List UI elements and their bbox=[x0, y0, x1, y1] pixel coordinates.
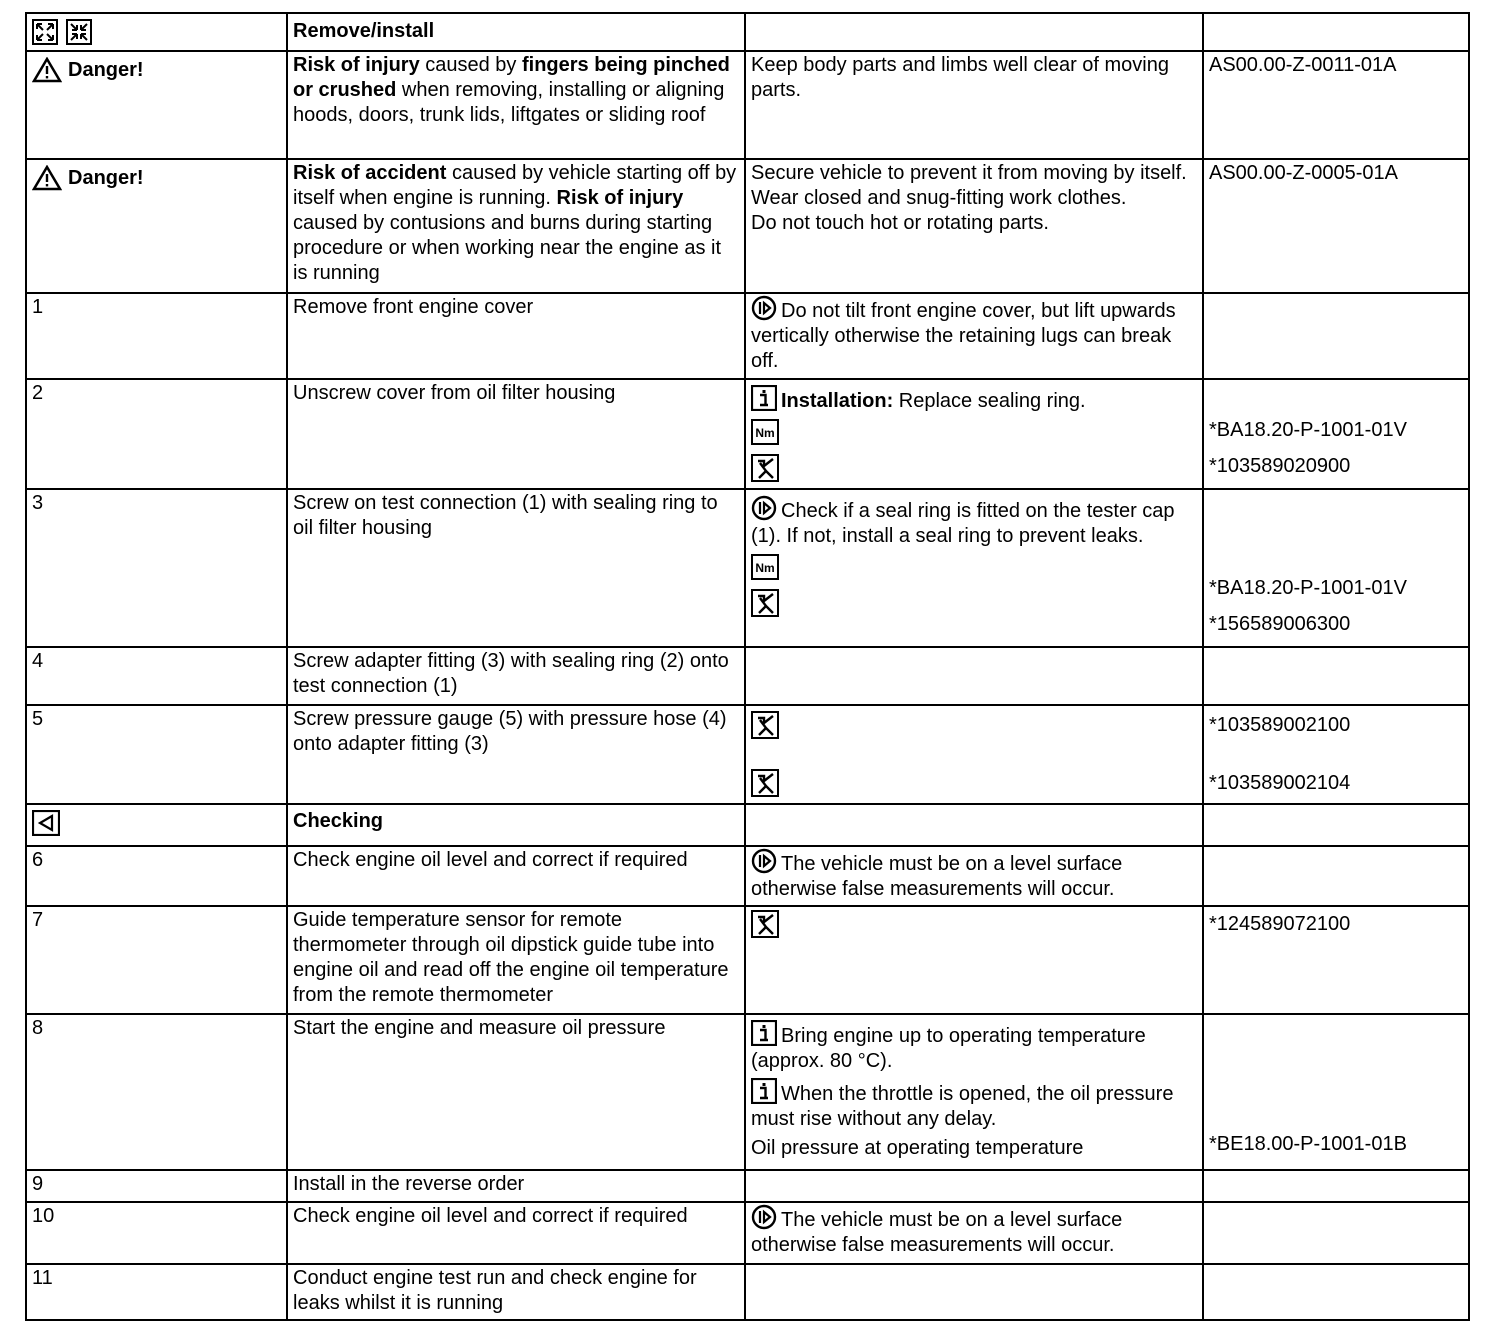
step-text-cell bbox=[287, 293, 745, 379]
risk-text: caused by vehicle starting off by itself when engine is running. bbox=[293, 162, 737, 209]
danger-measure-cell bbox=[745, 159, 1203, 293]
header-title-cell bbox=[287, 13, 745, 51]
step-note-cell bbox=[745, 293, 1203, 379]
danger-measure-cell bbox=[745, 51, 1203, 159]
step-ref-cell bbox=[1203, 293, 1469, 379]
step-ref-cell bbox=[1203, 1014, 1469, 1170]
step-note: When the throttle is opened, the oil pressure must rise without any delay. bbox=[751, 1083, 1174, 1130]
danger-label-cell bbox=[26, 159, 287, 293]
step-note: The vehicle must be on a level surface otherwise false measurements will occur. bbox=[751, 853, 1123, 900]
step-number: 11 bbox=[32, 1267, 53, 1289]
arrow-circle-icon bbox=[751, 495, 777, 521]
step-note-cell bbox=[745, 846, 1203, 906]
step-text: Check engine oil level and correct if required bbox=[293, 849, 688, 871]
section-title-checking: Checking bbox=[293, 810, 384, 832]
step-number: 5 bbox=[32, 708, 44, 730]
torque-nm-icon bbox=[751, 554, 779, 580]
step-text-cell bbox=[287, 1014, 745, 1170]
step-text-cell bbox=[287, 906, 745, 1014]
info-icon bbox=[751, 385, 777, 411]
step-number-cell bbox=[26, 293, 287, 379]
danger-row bbox=[26, 51, 1469, 159]
step-text: Check engine oil level and correct if required bbox=[293, 1205, 688, 1227]
danger-row bbox=[26, 159, 1469, 293]
danger-label-cell bbox=[26, 51, 287, 159]
svg-text:Nm: Nm bbox=[755, 561, 775, 575]
torque-nm-icon bbox=[751, 419, 779, 445]
header-row bbox=[26, 13, 1469, 51]
step-number-cell bbox=[26, 647, 287, 705]
step-ref-cell bbox=[1203, 647, 1469, 705]
risk-bold: fingers being pinched or crushed bbox=[293, 54, 730, 101]
danger-ref-cell bbox=[1203, 51, 1469, 159]
info-icon bbox=[751, 1020, 777, 1046]
tool-ref[interactable]: *124589072100 bbox=[1209, 913, 1351, 935]
step-number-cell bbox=[26, 1264, 287, 1320]
info-icon bbox=[751, 1078, 777, 1104]
tool-ref[interactable]: *103589002100 bbox=[1209, 714, 1351, 736]
risk-text: when removing, installing or aligning hoods, doors, trunk lids, liftgates or sliding roof bbox=[293, 79, 725, 126]
step-note-cell bbox=[745, 489, 1203, 647]
torque-ref[interactable]: *BA18.20-P-1001-01V bbox=[1209, 577, 1407, 599]
step-row bbox=[26, 489, 1469, 647]
section-title-remove-install: Remove/install bbox=[293, 20, 435, 42]
step-note-cell bbox=[745, 1170, 1203, 1202]
step-note-cell bbox=[745, 705, 1203, 804]
danger-measure: Wear closed and snug-fitting work clothes. bbox=[751, 187, 1127, 209]
step-row bbox=[26, 647, 1469, 705]
danger-label: Danger! bbox=[68, 166, 144, 189]
step-note-cell bbox=[745, 1264, 1203, 1320]
arrow-circle-icon bbox=[751, 1204, 777, 1230]
tool-ref[interactable]: *156589006300 bbox=[1209, 613, 1351, 635]
step-number: 7 bbox=[32, 909, 44, 931]
special-tool-icon bbox=[751, 589, 779, 617]
step-number: 6 bbox=[32, 849, 44, 871]
step-note-cell bbox=[745, 1202, 1203, 1264]
svg-text:Nm: Nm bbox=[755, 426, 775, 440]
step-text-cell bbox=[287, 1264, 745, 1320]
step-row bbox=[26, 1264, 1469, 1320]
step-number-cell bbox=[26, 1014, 287, 1170]
step-text-cell bbox=[287, 379, 745, 489]
step-text-cell bbox=[287, 647, 745, 705]
danger-measure: Do not touch hot or rotating parts. bbox=[751, 212, 1049, 234]
step-ref-cell bbox=[1203, 1264, 1469, 1320]
danger-ref-cell bbox=[1203, 159, 1469, 293]
step-note: Check if a seal ring is fitted on the tester cap (1). If not, install a seal ring to prevent leaks. bbox=[751, 500, 1175, 547]
step-note: Replace sealing ring. bbox=[893, 390, 1086, 412]
special-tool-icon bbox=[751, 711, 779, 739]
special-tool-icon bbox=[751, 910, 779, 938]
step-number-cell bbox=[26, 1202, 287, 1264]
step-number: 10 bbox=[32, 1205, 55, 1227]
step-ref-cell bbox=[1203, 489, 1469, 647]
special-tool-icon bbox=[751, 769, 779, 797]
spec-ref[interactable]: *BE18.00-P-1001-01B bbox=[1209, 1133, 1407, 1155]
step-number-cell bbox=[26, 489, 287, 647]
step-row bbox=[26, 1170, 1469, 1202]
step-text: Start the engine and measure oil pressure bbox=[293, 1017, 666, 1039]
step-row bbox=[26, 379, 1469, 489]
danger-risk-cell bbox=[287, 159, 745, 293]
risk-bold: Risk of injury bbox=[293, 54, 420, 76]
step-ref-cell bbox=[1203, 379, 1469, 489]
warning-triangle-icon bbox=[32, 57, 62, 83]
header-empty-cell bbox=[1203, 13, 1469, 51]
step-number: 8 bbox=[32, 1017, 44, 1039]
step-text: Conduct engine test run and check engine for leaks whilst it is running bbox=[293, 1267, 697, 1314]
step-ref-cell bbox=[1203, 906, 1469, 1014]
risk-bold: Risk of accident bbox=[293, 162, 447, 184]
step-number: 2 bbox=[32, 382, 44, 404]
step-number-cell bbox=[26, 379, 287, 489]
step-text-cell bbox=[287, 846, 745, 906]
header-icons-cell bbox=[26, 13, 287, 51]
step-text-cell bbox=[287, 489, 745, 647]
step-note: Do not tilt front engine cover, but lift upwards vertically otherwise the retaining lugs can break off. bbox=[751, 300, 1176, 372]
document-ref[interactable]: AS00.00-Z-0005-01A bbox=[1209, 162, 1399, 184]
step-number: 3 bbox=[32, 492, 44, 514]
step-text: Guide temperature sensor for remote thermometer through oil dipstick guide tube into engine oil and read off the engine oil temperature from the remote thermometer bbox=[293, 909, 729, 1006]
step-ref-cell bbox=[1203, 1202, 1469, 1264]
danger-measure: Secure vehicle to prevent it from moving by itself. bbox=[751, 162, 1187, 184]
arrow-circle-icon bbox=[751, 848, 777, 874]
step-note-cell bbox=[745, 1014, 1203, 1170]
step-text-cell bbox=[287, 705, 745, 804]
step-text: Screw pressure gauge (5) with pressure hose (4) onto adapter fitting (3) bbox=[293, 708, 727, 755]
special-tool-icon bbox=[751, 454, 779, 482]
step-number-cell bbox=[26, 846, 287, 906]
procedure-table bbox=[25, 12, 1470, 1321]
step-note: The vehicle must be on a level surface otherwise false measurements will occur. bbox=[751, 1209, 1123, 1256]
step-row bbox=[26, 293, 1469, 379]
arrow-circle-icon bbox=[751, 295, 777, 321]
step-number: 1 bbox=[32, 296, 44, 318]
step-ref-cell bbox=[1203, 1170, 1469, 1202]
risk-text: caused by contusions and burns during starting procedure or when working near the engine as it is running bbox=[293, 212, 722, 284]
tool-ref[interactable]: *103589002104 bbox=[1209, 772, 1351, 794]
danger-measure: Keep body parts and limbs well clear of moving parts. bbox=[751, 54, 1169, 101]
step-number-cell bbox=[26, 1170, 287, 1202]
back-arrow-icon[interactable] bbox=[32, 810, 60, 836]
note-label: Installation: bbox=[781, 390, 894, 412]
step-row bbox=[26, 906, 1469, 1014]
step-row bbox=[26, 846, 1469, 906]
checking-empty-cell bbox=[745, 804, 1203, 846]
step-number: 9 bbox=[32, 1173, 44, 1195]
step-row bbox=[26, 1202, 1469, 1264]
risk-bold: Risk of injury bbox=[556, 187, 684, 209]
checking-title-cell bbox=[287, 804, 745, 846]
header-empty-cell bbox=[745, 13, 1203, 51]
expand-icon[interactable] bbox=[32, 19, 58, 45]
torque-ref[interactable]: *BA18.20-P-1001-01V bbox=[1209, 419, 1407, 441]
step-note-cell bbox=[745, 379, 1203, 489]
step-ref-cell bbox=[1203, 705, 1469, 804]
danger-risk-cell bbox=[287, 51, 745, 159]
step-number-cell bbox=[26, 705, 287, 804]
risk-text: caused by bbox=[419, 54, 522, 76]
step-text: Unscrew cover from oil filter housing bbox=[293, 382, 616, 404]
step-text-cell bbox=[287, 1202, 745, 1264]
step-note-cell bbox=[745, 906, 1203, 1014]
step-note: Oil pressure at operating temperature bbox=[751, 1137, 1084, 1159]
step-note: Bring engine up to operating temperature (approx. 80 °C). bbox=[751, 1025, 1146, 1072]
step-note-cell bbox=[745, 647, 1203, 705]
checking-icon-cell bbox=[26, 804, 287, 846]
collapse-icon[interactable] bbox=[66, 19, 92, 45]
step-ref-cell bbox=[1203, 846, 1469, 906]
document-ref[interactable]: AS00.00-Z-0011-01A bbox=[1209, 54, 1397, 76]
step-text: Install in the reverse order bbox=[293, 1173, 525, 1195]
step-row bbox=[26, 705, 1469, 804]
step-text-cell bbox=[287, 1170, 745, 1202]
tool-ref[interactable]: *103589020900 bbox=[1209, 455, 1351, 477]
danger-label: Danger! bbox=[68, 58, 144, 81]
checking-empty-cell bbox=[1203, 804, 1469, 846]
step-text: Screw adapter fitting (3) with sealing ring (2) onto test connection (1) bbox=[293, 650, 729, 697]
warning-triangle-icon bbox=[32, 165, 62, 191]
step-number: 4 bbox=[32, 650, 44, 672]
step-text: Remove front engine cover bbox=[293, 296, 534, 318]
checking-header-row bbox=[26, 804, 1469, 846]
step-row bbox=[26, 1014, 1469, 1170]
step-number-cell bbox=[26, 906, 287, 1014]
step-text: Screw on test connection (1) with sealing ring to oil filter housing bbox=[293, 492, 718, 539]
